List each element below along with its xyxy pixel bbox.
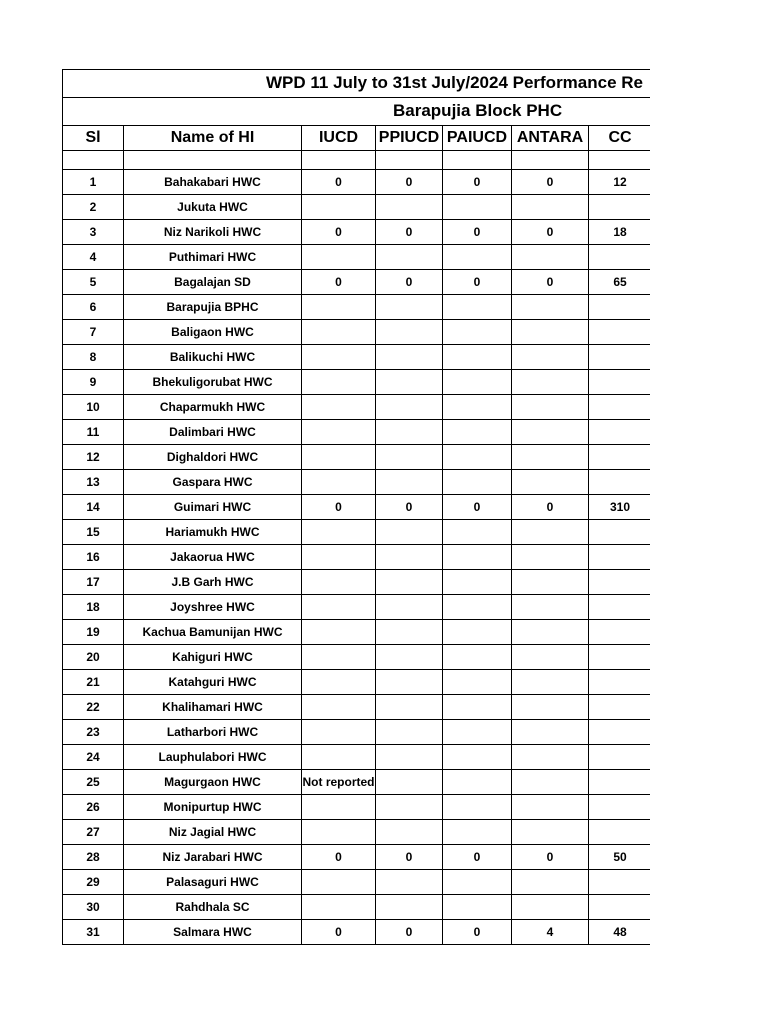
cell-name-of-hi: Baligaon HWC [124, 320, 302, 345]
cell-name-of-hi: Katahguri HWC [124, 670, 302, 695]
cell-paiucd [443, 595, 512, 620]
cell-iucd [302, 295, 376, 320]
cell-sl: 14 [63, 495, 124, 520]
cell-ppiucd [376, 645, 443, 670]
cell-cc [589, 895, 651, 920]
header-name-of-hi: Name of HI [124, 126, 302, 151]
cell-antara: 0 [512, 220, 589, 245]
table-row [63, 470, 651, 495]
cell-antara: 0 [512, 495, 589, 520]
cell-sl: 24 [63, 745, 124, 770]
table-row [63, 845, 651, 870]
cell-iucd [302, 370, 376, 395]
cell-ppiucd [376, 370, 443, 395]
cell-iucd [302, 745, 376, 770]
cell-antara: 0 [512, 270, 589, 295]
cell-cc [589, 820, 651, 845]
table-row [63, 570, 651, 595]
cell-ppiucd [376, 895, 443, 920]
cell-antara [512, 320, 589, 345]
cell-antara [512, 295, 589, 320]
table-row [63, 170, 651, 195]
cell-iucd [302, 795, 376, 820]
cell-paiucd [443, 470, 512, 495]
cell-name-of-hi: Jakaorua HWC [124, 545, 302, 570]
cell-cc [589, 670, 651, 695]
cell-antara: 0 [512, 845, 589, 870]
report-subtitle: Barapujia Block PHC [393, 101, 563, 120]
table-row [63, 445, 651, 470]
table-body [63, 151, 651, 945]
table-row [63, 420, 651, 445]
cell-cc [589, 195, 651, 220]
cell-iucd [302, 470, 376, 495]
table-row [63, 220, 651, 245]
cell-paiucd: 0 [443, 220, 512, 245]
cell-name-of-hi: Jukuta HWC [124, 195, 302, 220]
cell-ppiucd [376, 195, 443, 220]
cell-paiucd [443, 545, 512, 570]
cell-name-of-hi: Gaspara HWC [124, 470, 302, 495]
cell-cc [589, 570, 651, 595]
table-row [63, 820, 651, 845]
cell-antara [512, 420, 589, 445]
cell-ppiucd: 0 [376, 920, 443, 945]
cell-paiucd [443, 345, 512, 370]
cell-paiucd [443, 245, 512, 270]
cell-ppiucd [376, 520, 443, 545]
blank-row [63, 151, 651, 170]
cell-name-of-hi: Lauphulabori HWC [124, 745, 302, 770]
cell-ppiucd [376, 420, 443, 445]
header-paiucd: PAIUCD [443, 126, 512, 151]
cell-iucd [302, 720, 376, 745]
cell-cc [589, 370, 651, 395]
cell-iucd [302, 695, 376, 720]
report-title-row [62, 69, 650, 97]
cell-iucd [302, 395, 376, 420]
cell-paiucd [443, 620, 512, 645]
cell-sl: 23 [63, 720, 124, 745]
table-row [63, 595, 651, 620]
cell-antara [512, 470, 589, 495]
table-row [63, 670, 651, 695]
cell-name-of-hi: Salmara HWC [124, 920, 302, 945]
header-ppiucd: PPIUCD [376, 126, 443, 151]
cell-cc [589, 745, 651, 770]
cell-antara [512, 620, 589, 645]
cell-ppiucd: 0 [376, 845, 443, 870]
cell-ppiucd [376, 295, 443, 320]
header-antara: ANTARA [512, 126, 589, 151]
cell-paiucd [443, 570, 512, 595]
cell-iucd [302, 420, 376, 445]
cell-sl: 25 [63, 770, 124, 795]
cell-iucd [302, 820, 376, 845]
table-row [63, 495, 651, 520]
cell-antara [512, 195, 589, 220]
cell-sl: 15 [63, 520, 124, 545]
cell-sl: 26 [63, 795, 124, 820]
cell-sl: 1 [63, 170, 124, 195]
table-row [63, 545, 651, 570]
cell-iucd: 0 [302, 920, 376, 945]
cell-antara: 0 [512, 170, 589, 195]
cell-ppiucd [376, 720, 443, 745]
cell-name-of-hi: Guimari HWC [124, 495, 302, 520]
cell-paiucd [443, 520, 512, 545]
cell-ppiucd [376, 670, 443, 695]
cell-ppiucd [376, 470, 443, 495]
cell-cc: 18 [589, 220, 651, 245]
cell-antara [512, 820, 589, 845]
cell-paiucd [443, 295, 512, 320]
cell-antara [512, 670, 589, 695]
cell-iucd [302, 645, 376, 670]
cell-cc [589, 545, 651, 570]
cell-name-of-hi: Monipurtup HWC [124, 795, 302, 820]
table-row [63, 520, 651, 545]
cell-cc [589, 870, 651, 895]
cell-antara [512, 395, 589, 420]
cell-ppiucd [376, 245, 443, 270]
table-row [63, 370, 651, 395]
table-row [63, 870, 651, 895]
cell-name-of-hi: J.B Garh HWC [124, 570, 302, 595]
cell-paiucd [443, 770, 512, 795]
cell-iucd [302, 895, 376, 920]
cell-sl: 28 [63, 845, 124, 870]
cell-sl: 2 [63, 195, 124, 220]
cell-ppiucd [376, 695, 443, 720]
table-header-row [63, 126, 651, 151]
cell-ppiucd: 0 [376, 495, 443, 520]
cell-iucd [302, 595, 376, 620]
cell-antara: 4 [512, 920, 589, 945]
cell-name-of-hi: Bahakabari HWC [124, 170, 302, 195]
cell-iucd [302, 620, 376, 645]
cell-name-of-hi: Niz Jagial HWC [124, 820, 302, 845]
cell-antara [512, 520, 589, 545]
cell-sl: 11 [63, 420, 124, 445]
cell-name-of-hi: Magurgaon HWC [124, 770, 302, 795]
cell-name-of-hi: Niz Jarabari HWC [124, 845, 302, 870]
cell-ppiucd [376, 770, 443, 795]
table-row [63, 695, 651, 720]
cell-sl: 6 [63, 295, 124, 320]
cell-iucd [302, 870, 376, 895]
cell-sl: 16 [63, 545, 124, 570]
report-sheet [62, 69, 650, 945]
cell-sl: 22 [63, 695, 124, 720]
cell-iucd: 0 [302, 845, 376, 870]
cell-sl: 8 [63, 345, 124, 370]
table-row [63, 345, 651, 370]
cell-cc [589, 320, 651, 345]
cell-paiucd [443, 645, 512, 670]
cell-cc [589, 695, 651, 720]
header-sl: Sl [63, 126, 124, 151]
cell-iucd: 0 [302, 270, 376, 295]
cell-iucd [302, 570, 376, 595]
cell-paiucd [443, 720, 512, 745]
cell-cc [589, 420, 651, 445]
table-row [63, 270, 651, 295]
cell-sl: 9 [63, 370, 124, 395]
header-iucd: IUCD [302, 126, 376, 151]
table-row [63, 245, 651, 270]
cell-iucd: 0 [302, 170, 376, 195]
table-row [63, 745, 651, 770]
cell-antara [512, 545, 589, 570]
cell-paiucd: 0 [443, 170, 512, 195]
cell-name-of-hi: Bhekuligorubat HWC [124, 370, 302, 395]
cell-sl: 7 [63, 320, 124, 345]
cell-sl: 17 [63, 570, 124, 595]
cell-sl: 30 [63, 895, 124, 920]
cell-sl: 21 [63, 670, 124, 695]
cell-name-of-hi: Puthimari HWC [124, 245, 302, 270]
cell-antara [512, 595, 589, 620]
cell-paiucd [443, 745, 512, 770]
cell-iucd: 0 [302, 495, 376, 520]
cell-antara [512, 895, 589, 920]
cell-name-of-hi: Palasaguri HWC [124, 870, 302, 895]
cell-antara [512, 745, 589, 770]
table-row [63, 620, 651, 645]
cell-cc [589, 245, 651, 270]
cell-cc [589, 395, 651, 420]
cell-sl: 18 [63, 595, 124, 620]
cell-ppiucd: 0 [376, 270, 443, 295]
header-cc: CC [589, 126, 651, 151]
cell-name-of-hi: Barapujia BPHC [124, 295, 302, 320]
table-row [63, 195, 651, 220]
cell-ppiucd [376, 545, 443, 570]
table-row [63, 645, 651, 670]
cell-iucd [302, 345, 376, 370]
cell-ppiucd [376, 445, 443, 470]
cell-sl: 31 [63, 920, 124, 945]
cell-paiucd [443, 795, 512, 820]
cell-cc [589, 645, 651, 670]
cell-iucd [302, 520, 376, 545]
cell-sl: 13 [63, 470, 124, 495]
table-row [63, 720, 651, 745]
cell-cc [589, 770, 651, 795]
cell-antara [512, 645, 589, 670]
cell-paiucd: 0 [443, 270, 512, 295]
table-row [63, 920, 651, 945]
cell-ppiucd [376, 620, 443, 645]
table-row [63, 895, 651, 920]
cell-iucd: 0 [302, 220, 376, 245]
cell-sl: 27 [63, 820, 124, 845]
cell-sl: 29 [63, 870, 124, 895]
cell-paiucd [443, 895, 512, 920]
cell-iucd [302, 195, 376, 220]
cell-name-of-hi: Hariamukh HWC [124, 520, 302, 545]
cell-sl: 12 [63, 445, 124, 470]
cell-name-of-hi: Chaparmukh HWC [124, 395, 302, 420]
cell-sl: 5 [63, 270, 124, 295]
cell-antara [512, 370, 589, 395]
cell-iucd: Not reported [302, 770, 376, 795]
cell-name-of-hi: Latharbori HWC [124, 720, 302, 745]
cell-name-of-hi: Khalihamari HWC [124, 695, 302, 720]
cell-name-of-hi: Bagalajan SD [124, 270, 302, 295]
cell-ppiucd [376, 320, 443, 345]
cell-antara [512, 770, 589, 795]
table-row [63, 770, 651, 795]
cell-iucd [302, 445, 376, 470]
cell-antara [512, 570, 589, 595]
cell-ppiucd [376, 395, 443, 420]
cell-paiucd [443, 195, 512, 220]
cell-cc [589, 445, 651, 470]
cell-name-of-hi: Rahdhala SC [124, 895, 302, 920]
cell-paiucd [443, 670, 512, 695]
cell-cc: 65 [589, 270, 651, 295]
cell-ppiucd [376, 595, 443, 620]
cell-paiucd [443, 320, 512, 345]
report-title: WPD 11 July to 31st July/2024 Performance Re [266, 73, 644, 92]
cell-iucd [302, 670, 376, 695]
cell-cc [589, 795, 651, 820]
cell-sl: 3 [63, 220, 124, 245]
cell-iucd [302, 320, 376, 345]
cell-antara [512, 870, 589, 895]
cell-ppiucd [376, 345, 443, 370]
report-subtitle-row [62, 97, 650, 125]
cell-sl: 19 [63, 620, 124, 645]
cell-ppiucd: 0 [376, 220, 443, 245]
cell-paiucd [443, 445, 512, 470]
table-row [63, 320, 651, 345]
cell-cc [589, 620, 651, 645]
cell-ppiucd [376, 795, 443, 820]
cell-name-of-hi: Dalimbari HWC [124, 420, 302, 445]
cell-antara [512, 795, 589, 820]
cell-paiucd: 0 [443, 845, 512, 870]
cell-name-of-hi: Dighaldori HWC [124, 445, 302, 470]
cell-cc [589, 295, 651, 320]
cell-antara [512, 245, 589, 270]
cell-cc [589, 520, 651, 545]
cell-paiucd [443, 395, 512, 420]
cell-sl: 10 [63, 395, 124, 420]
cell-name-of-hi: Kahiguri HWC [124, 645, 302, 670]
performance-table [62, 125, 650, 945]
cell-antara [512, 345, 589, 370]
cell-iucd [302, 545, 376, 570]
cell-name-of-hi: Joyshree HWC [124, 595, 302, 620]
cell-name-of-hi: Balikuchi HWC [124, 345, 302, 370]
cell-paiucd [443, 695, 512, 720]
cell-name-of-hi: Niz Narikoli HWC [124, 220, 302, 245]
cell-paiucd: 0 [443, 920, 512, 945]
cell-antara [512, 445, 589, 470]
cell-cc: 50 [589, 845, 651, 870]
cell-antara [512, 720, 589, 745]
cell-cc [589, 720, 651, 745]
table-row [63, 395, 651, 420]
cell-ppiucd [376, 570, 443, 595]
table-row [63, 295, 651, 320]
cell-cc [589, 345, 651, 370]
cell-ppiucd [376, 745, 443, 770]
cell-paiucd: 0 [443, 495, 512, 520]
cell-cc [589, 470, 651, 495]
cell-ppiucd [376, 820, 443, 845]
cell-paiucd [443, 370, 512, 395]
cell-paiucd [443, 870, 512, 895]
cell-paiucd [443, 820, 512, 845]
table-row [63, 795, 651, 820]
cell-iucd [302, 245, 376, 270]
cell-cc: 12 [589, 170, 651, 195]
cell-ppiucd: 0 [376, 170, 443, 195]
cell-sl: 20 [63, 645, 124, 670]
cell-cc [589, 595, 651, 620]
cell-ppiucd [376, 870, 443, 895]
cell-name-of-hi: Kachua Bamunijan HWC [124, 620, 302, 645]
cell-cc: 48 [589, 920, 651, 945]
cell-antara [512, 695, 589, 720]
cell-sl: 4 [63, 245, 124, 270]
cell-paiucd [443, 420, 512, 445]
cell-cc: 310 [589, 495, 651, 520]
